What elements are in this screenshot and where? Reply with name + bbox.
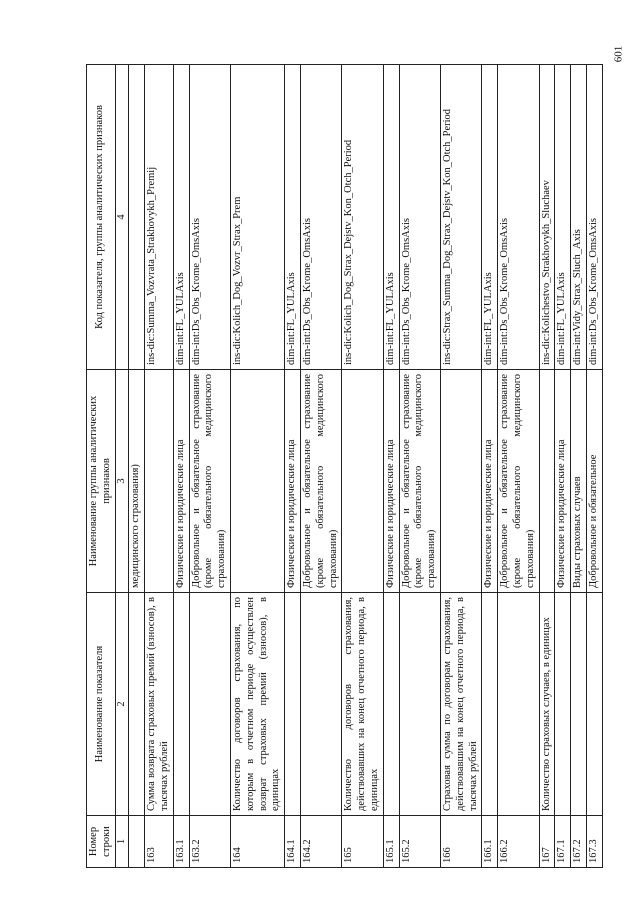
cell-group: Физические и юридические лица bbox=[285, 370, 301, 593]
cell-group bbox=[440, 370, 481, 593]
header-num: Номер строки bbox=[87, 816, 116, 868]
indicator-table bbox=[86, 64, 603, 868]
table-row bbox=[173, 65, 189, 868]
col-index-2: 2 bbox=[115, 593, 129, 816]
table-body bbox=[129, 65, 602, 868]
cell-name: Количество страховых случаев, в единицах bbox=[539, 593, 555, 816]
cell-code: dim-int:Vidy_Strax_Sluch_Axis bbox=[571, 65, 587, 370]
table-row bbox=[586, 65, 602, 868]
cell-num: 164.1 bbox=[285, 816, 301, 868]
cell-num: 167.3 bbox=[586, 816, 602, 868]
table-row bbox=[129, 65, 145, 868]
cell-code bbox=[129, 65, 145, 370]
cell-group: Добровольное и обязательное страхование (кроме обязательного медицинского страхования) bbox=[189, 370, 230, 593]
cell-code: dim-int:Ds_Obs_Krome_OmsAxis bbox=[498, 65, 539, 370]
cell-code: dim-int:FL_YULAxis bbox=[383, 65, 399, 370]
cell-group: медицинского страхования) bbox=[129, 370, 145, 593]
cell-group bbox=[539, 370, 555, 593]
table-row bbox=[383, 65, 399, 868]
cell-code: dim-int:FL_YULAxis bbox=[173, 65, 189, 370]
cell-group: Виды страховых случаев bbox=[571, 370, 587, 593]
table-row bbox=[539, 65, 555, 868]
header-code: Код показателя, группы аналитических признаков bbox=[87, 65, 116, 370]
cell-group: Добровольное и обязательное страхование (кроме обязательного медицинского страхования) bbox=[399, 370, 440, 593]
cell-num: 167 bbox=[539, 816, 555, 868]
cell-name bbox=[571, 593, 587, 816]
column-index-row bbox=[115, 65, 129, 868]
table-row bbox=[230, 65, 284, 868]
cell-code: ins-dic:Summa_Vozvrata_Strakhovykh_Premij bbox=[145, 65, 174, 370]
cell-group bbox=[230, 370, 284, 593]
cell-name bbox=[189, 593, 230, 816]
header-row bbox=[87, 65, 116, 868]
table-row bbox=[571, 65, 587, 868]
cell-group: Добровольное и обязательное страхование (кроме обязательного медицинского страхования) bbox=[300, 370, 341, 593]
cell-name bbox=[555, 593, 571, 816]
cell-num: 163 bbox=[145, 816, 174, 868]
cell-group bbox=[145, 370, 174, 593]
cell-name: Количество договоров страхования, по которым в отчетном периоде осуществлен возврат страховых премий (взносов), в единицах bbox=[230, 593, 284, 816]
cell-name bbox=[285, 593, 301, 816]
cell-name bbox=[498, 593, 539, 816]
table-row bbox=[482, 65, 498, 868]
table-row bbox=[342, 65, 383, 868]
cell-code: dim-int:Ds_Obs_Krome_OmsAxis bbox=[189, 65, 230, 370]
cell-group: Физические и юридические лица bbox=[482, 370, 498, 593]
page-number: 601 bbox=[612, 45, 625, 63]
cell-name: Количество договоров страхования, действовавших на конец отчетного периода, в единицах bbox=[342, 593, 383, 816]
cell-name bbox=[399, 593, 440, 816]
cell-name: Сумма возврата страховых премий (взносов), в тысячах рублей bbox=[145, 593, 174, 816]
cell-code: ins-dic:Kolich_Dog_Vozvr_Strax_Prem bbox=[230, 65, 284, 370]
cell-name: Страховая сумма по договорам страхования, действовавшим на конец отчетного периода, в тысячах рублей bbox=[440, 593, 481, 816]
table-row bbox=[285, 65, 301, 868]
table-row bbox=[300, 65, 341, 868]
cell-num: 166.1 bbox=[482, 816, 498, 868]
table-row bbox=[145, 65, 174, 868]
cell-num: 167.1 bbox=[555, 816, 571, 868]
cell-code: dim-int:Ds_Obs_Krome_OmsAxis bbox=[586, 65, 602, 370]
cell-num: 163.1 bbox=[173, 816, 189, 868]
cell-num: 167.2 bbox=[571, 816, 587, 868]
cell-num bbox=[129, 816, 145, 868]
cell-name bbox=[173, 593, 189, 816]
cell-code: dim-int:FL_YULAxis bbox=[285, 65, 301, 370]
cell-group: Добровольное и обязательное bbox=[586, 370, 602, 593]
table-row bbox=[498, 65, 539, 868]
cell-num: 164 bbox=[230, 816, 284, 868]
table-row bbox=[189, 65, 230, 868]
cell-name bbox=[586, 593, 602, 816]
cell-group: Физические и юридические лица bbox=[173, 370, 189, 593]
table-row bbox=[440, 65, 481, 868]
cell-num: 163.2 bbox=[189, 816, 230, 868]
cell-code: dim-int:FL_YULAxis bbox=[555, 65, 571, 370]
cell-group: Физические и юридические лица bbox=[383, 370, 399, 593]
cell-num: 164.2 bbox=[300, 816, 341, 868]
table-row bbox=[555, 65, 571, 868]
cell-num: 165.2 bbox=[399, 816, 440, 868]
header-name: Наименование показателя bbox=[87, 593, 116, 816]
cell-code: dim-int:Ds_Obs_Krome_OmsAxis bbox=[300, 65, 341, 370]
col-index-3: 3 bbox=[115, 370, 129, 593]
table-row bbox=[399, 65, 440, 868]
cell-group: Добровольное и обязательное страхование (кроме обязательного медицинского страхования) bbox=[498, 370, 539, 593]
cell-num: 165.1 bbox=[383, 816, 399, 868]
cell-name bbox=[129, 593, 145, 816]
cell-code: dim-int:Ds_Obs_Krome_OmsAxis bbox=[399, 65, 440, 370]
cell-name bbox=[300, 593, 341, 816]
cell-group bbox=[342, 370, 383, 593]
cell-num: 166 bbox=[440, 816, 481, 868]
cell-code: ins-dic:Kolich_Dog_Strax_Dejstv_Kon_Otch_Period bbox=[342, 65, 383, 370]
cell-num: 166.2 bbox=[498, 816, 539, 868]
cell-group: Физические и юридические лица bbox=[555, 370, 571, 593]
col-index-4: 4 bbox=[115, 65, 129, 370]
cell-code: ins-dic:Kolichestvo_Strakhovykh_Sluchaev bbox=[539, 65, 555, 370]
cell-num: 165 bbox=[342, 816, 383, 868]
col-index-1: 1 bbox=[115, 816, 129, 868]
cell-name bbox=[383, 593, 399, 816]
rotated-table-wrapper bbox=[86, 65, 606, 868]
cell-code: dim-int:FL_YULAxis bbox=[482, 65, 498, 370]
cell-code: ins-dic:Strax_Summa_Dog_Strax_Dejstv_Kon_Otch_Period bbox=[440, 65, 481, 370]
cell-name bbox=[482, 593, 498, 816]
header-group-name: Наименование группы аналитических признаков bbox=[87, 370, 116, 593]
